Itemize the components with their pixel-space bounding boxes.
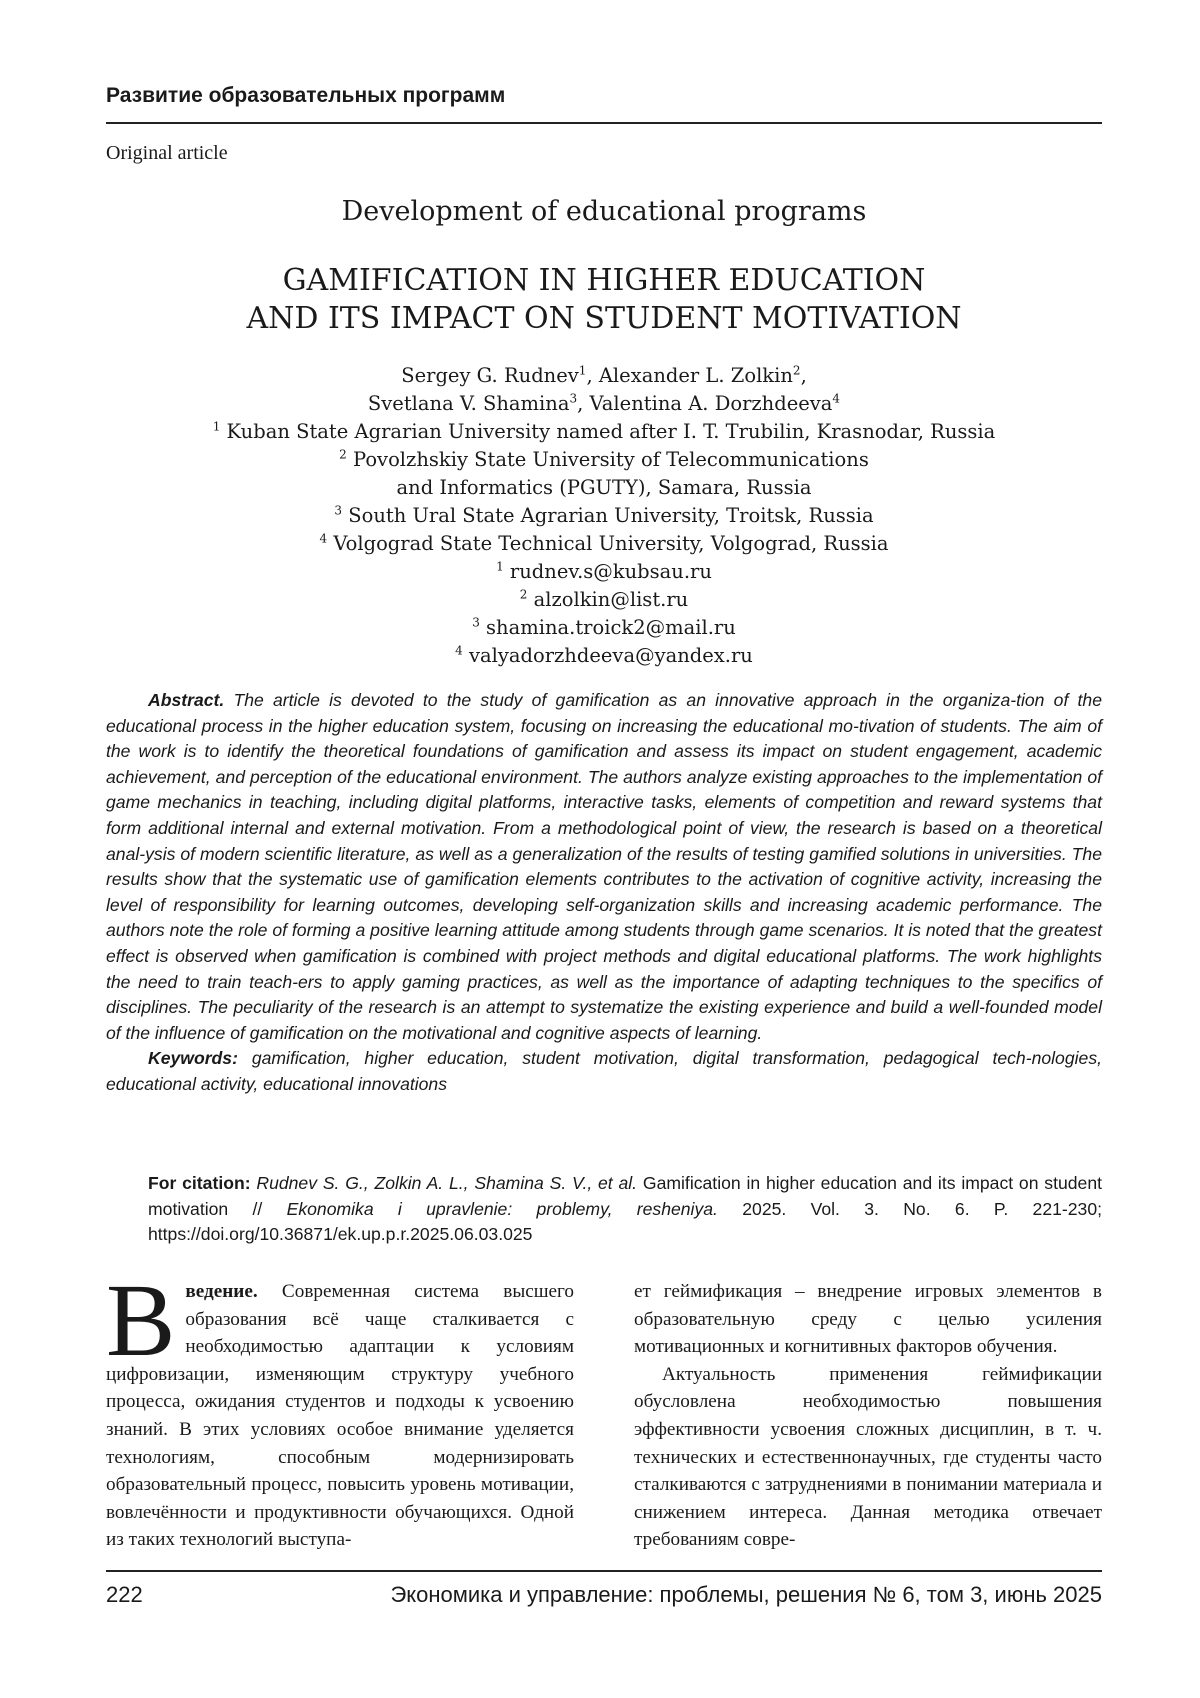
email-link[interactable]: $^4$ valyadorzhdeeva@yandex.ru xyxy=(455,643,753,667)
citation-journal: Ekonomika i upravlenie: problemy, resheniya. xyxy=(286,1198,718,1219)
journal-page xyxy=(106,0,1102,1698)
header-rule xyxy=(106,122,1102,124)
email-link[interactable]: $^2$ alzolkin@list.ru xyxy=(519,587,689,611)
email-link[interactable]: $^3$ shamina.troick2@mail.ru xyxy=(472,615,736,639)
title-line: GAMIFICATION IN HIGHER EDUCATION xyxy=(282,263,926,298)
affiliation: and Informatics (PGUTY), Samara, Russia xyxy=(396,476,812,499)
keywords-text: gamification, higher education, student motivation, digital transformation, pedagogical tech-nologies, educational activity, educational innovations xyxy=(106,1048,1103,1094)
author-name: Valentina A. Dorzhdeeva xyxy=(589,392,833,415)
author-name: Sergey G. Rudnev xyxy=(401,364,579,387)
citation-label: For citation: xyxy=(148,1173,251,1193)
authors-line: Sergey G. Rudnev$^1$, Alexander L. Zolkin$^2$, xyxy=(401,363,807,387)
page-number: 222 xyxy=(106,1582,143,1607)
citation-authors: Rudnev S. G., Zolkin A. L., Shamina S. V., et al. xyxy=(256,1173,638,1193)
author-name: Svetlana V. Shamina xyxy=(367,392,570,415)
article-type: Original article xyxy=(106,142,228,164)
affiliation: $^3$ South Ural State Agrarian University, Troitsk, Russia xyxy=(334,503,874,527)
drop-cap: В xyxy=(106,1263,176,1378)
abstract xyxy=(106,688,1102,1046)
article-title xyxy=(106,262,1102,338)
affiliation: $^4$ Volgograd State Technical University, Volgograd, Russia xyxy=(319,531,889,555)
email-link[interactable]: $^1$ rudnev.s@kubsau.ru xyxy=(496,559,712,583)
paragraph: Актуальность применения геймификации обусловлена необходимостью повышения эффективности усвоения сложных дисциплин, в т. ч. технических и естественнонаучных, где студенты часто сталкиваются с затруднениями в понимании материала и снижением интереса. Данная методика отвечает требованиям совре- xyxy=(634,1363,1102,1551)
citation-title: Gamification in higher education and its impact on student motivation // xyxy=(148,1173,1103,1219)
paragraph: Введение. Современная система высшего образования всё чаще сталкивается с необходимостью адаптации к условиям цифровизации, изменяющим структуру учебного процесса, ожидания студентов и подходы к усвоению знаний. В этих условиях особое внимание уделяется технологиям, способным модернизировать образовательный процесс, повысить уровень мотивации, вовлечённости и продуктивности обучающихся. Одной из таких технологий выступа- xyxy=(106,1263,575,1551)
keywords xyxy=(106,1046,1102,1097)
affiliation: $^1$ Kuban State Agrarian University named after I. T. Trubilin, Krasnodar, Russia xyxy=(212,419,996,443)
citation-details: 2025. Vol. 3. No. 6. P. 221-230; https://doi.org/10.36871/ek.up.p.r.2025.06.03.025 xyxy=(148,1198,1103,1245)
section-title: Development of educational programs xyxy=(341,196,867,227)
keywords-label: Keywords: xyxy=(148,1048,238,1069)
abstract-block xyxy=(106,688,1102,1098)
title-line: AND ITS IMPACT ON STUDENT MOTIVATION xyxy=(246,301,962,336)
running-header: Развитие образовательных программ xyxy=(106,84,506,107)
right-column xyxy=(634,1278,1102,1554)
abstract-label: Abstract. xyxy=(148,690,225,710)
journal-name: Экономика и управление: проблемы, решения № 6, том 3, июнь 2025 xyxy=(390,1582,1102,1607)
footer-rule xyxy=(106,1570,1102,1572)
authors-line: Svetlana V. Shamina$^3$, Valentina A. Dorzhdeeva$^4$ xyxy=(367,391,841,415)
author-name: Alexander L. Zolkin xyxy=(598,364,793,387)
section-lead: ведение. xyxy=(185,1281,258,1302)
abstract-text: The article is devoted to the study of gamification as an innovative approach in the organiza-tion of the educational process in the higher education system, focusing on increasing the educational mo-tivation of students. The aim of the work is to identify the theoretical foundations of gamification and assess its impact on student engagement, academic achievement, and perception of the educational environment. The authors analyze existing approaches to the implementation of game mechanics in teaching, including digital platforms, interactive tasks, elements of competition and reward systems that form additional internal and external motivation. From a methodological point of view, the research is based on a theoretical anal-ysis of modern scientific literature, as well as a generalization of the results of testing gamified solutions in universities. The results show that the systematic use of gamification elements contributes to the activation of cognitive activity, increasing the level of responsibility for learning outcomes, developing self-organization skills and increasing academic performance. The authors note the role of forming a positive learning attitude among students through game scenarios. It is noted that the greatest effect is observed when gamification is combined with project methods and digital educational platforms. The work highlights the need to train teach-ers to apply gaming practices, as well as the importance of adapting techniques to the specifics of disciplines. The peculiarity of the research is an attempt to systematize the existing experience and build a well-founded model of the influence of gamification on the motivational and cognitive aspects of learning. xyxy=(106,690,1102,1043)
left-column xyxy=(106,1263,575,1554)
author-block xyxy=(106,362,1102,670)
affiliation: $^2$ Povolzhskiy State University of Telecommunications xyxy=(339,447,869,471)
citation-block xyxy=(148,1171,1102,1248)
paragraph: ет геймификация – внедрение игровых элементов в образовательную среду с целью усиления мотивационных и когнитивных факторов обучения. xyxy=(634,1281,1102,1358)
